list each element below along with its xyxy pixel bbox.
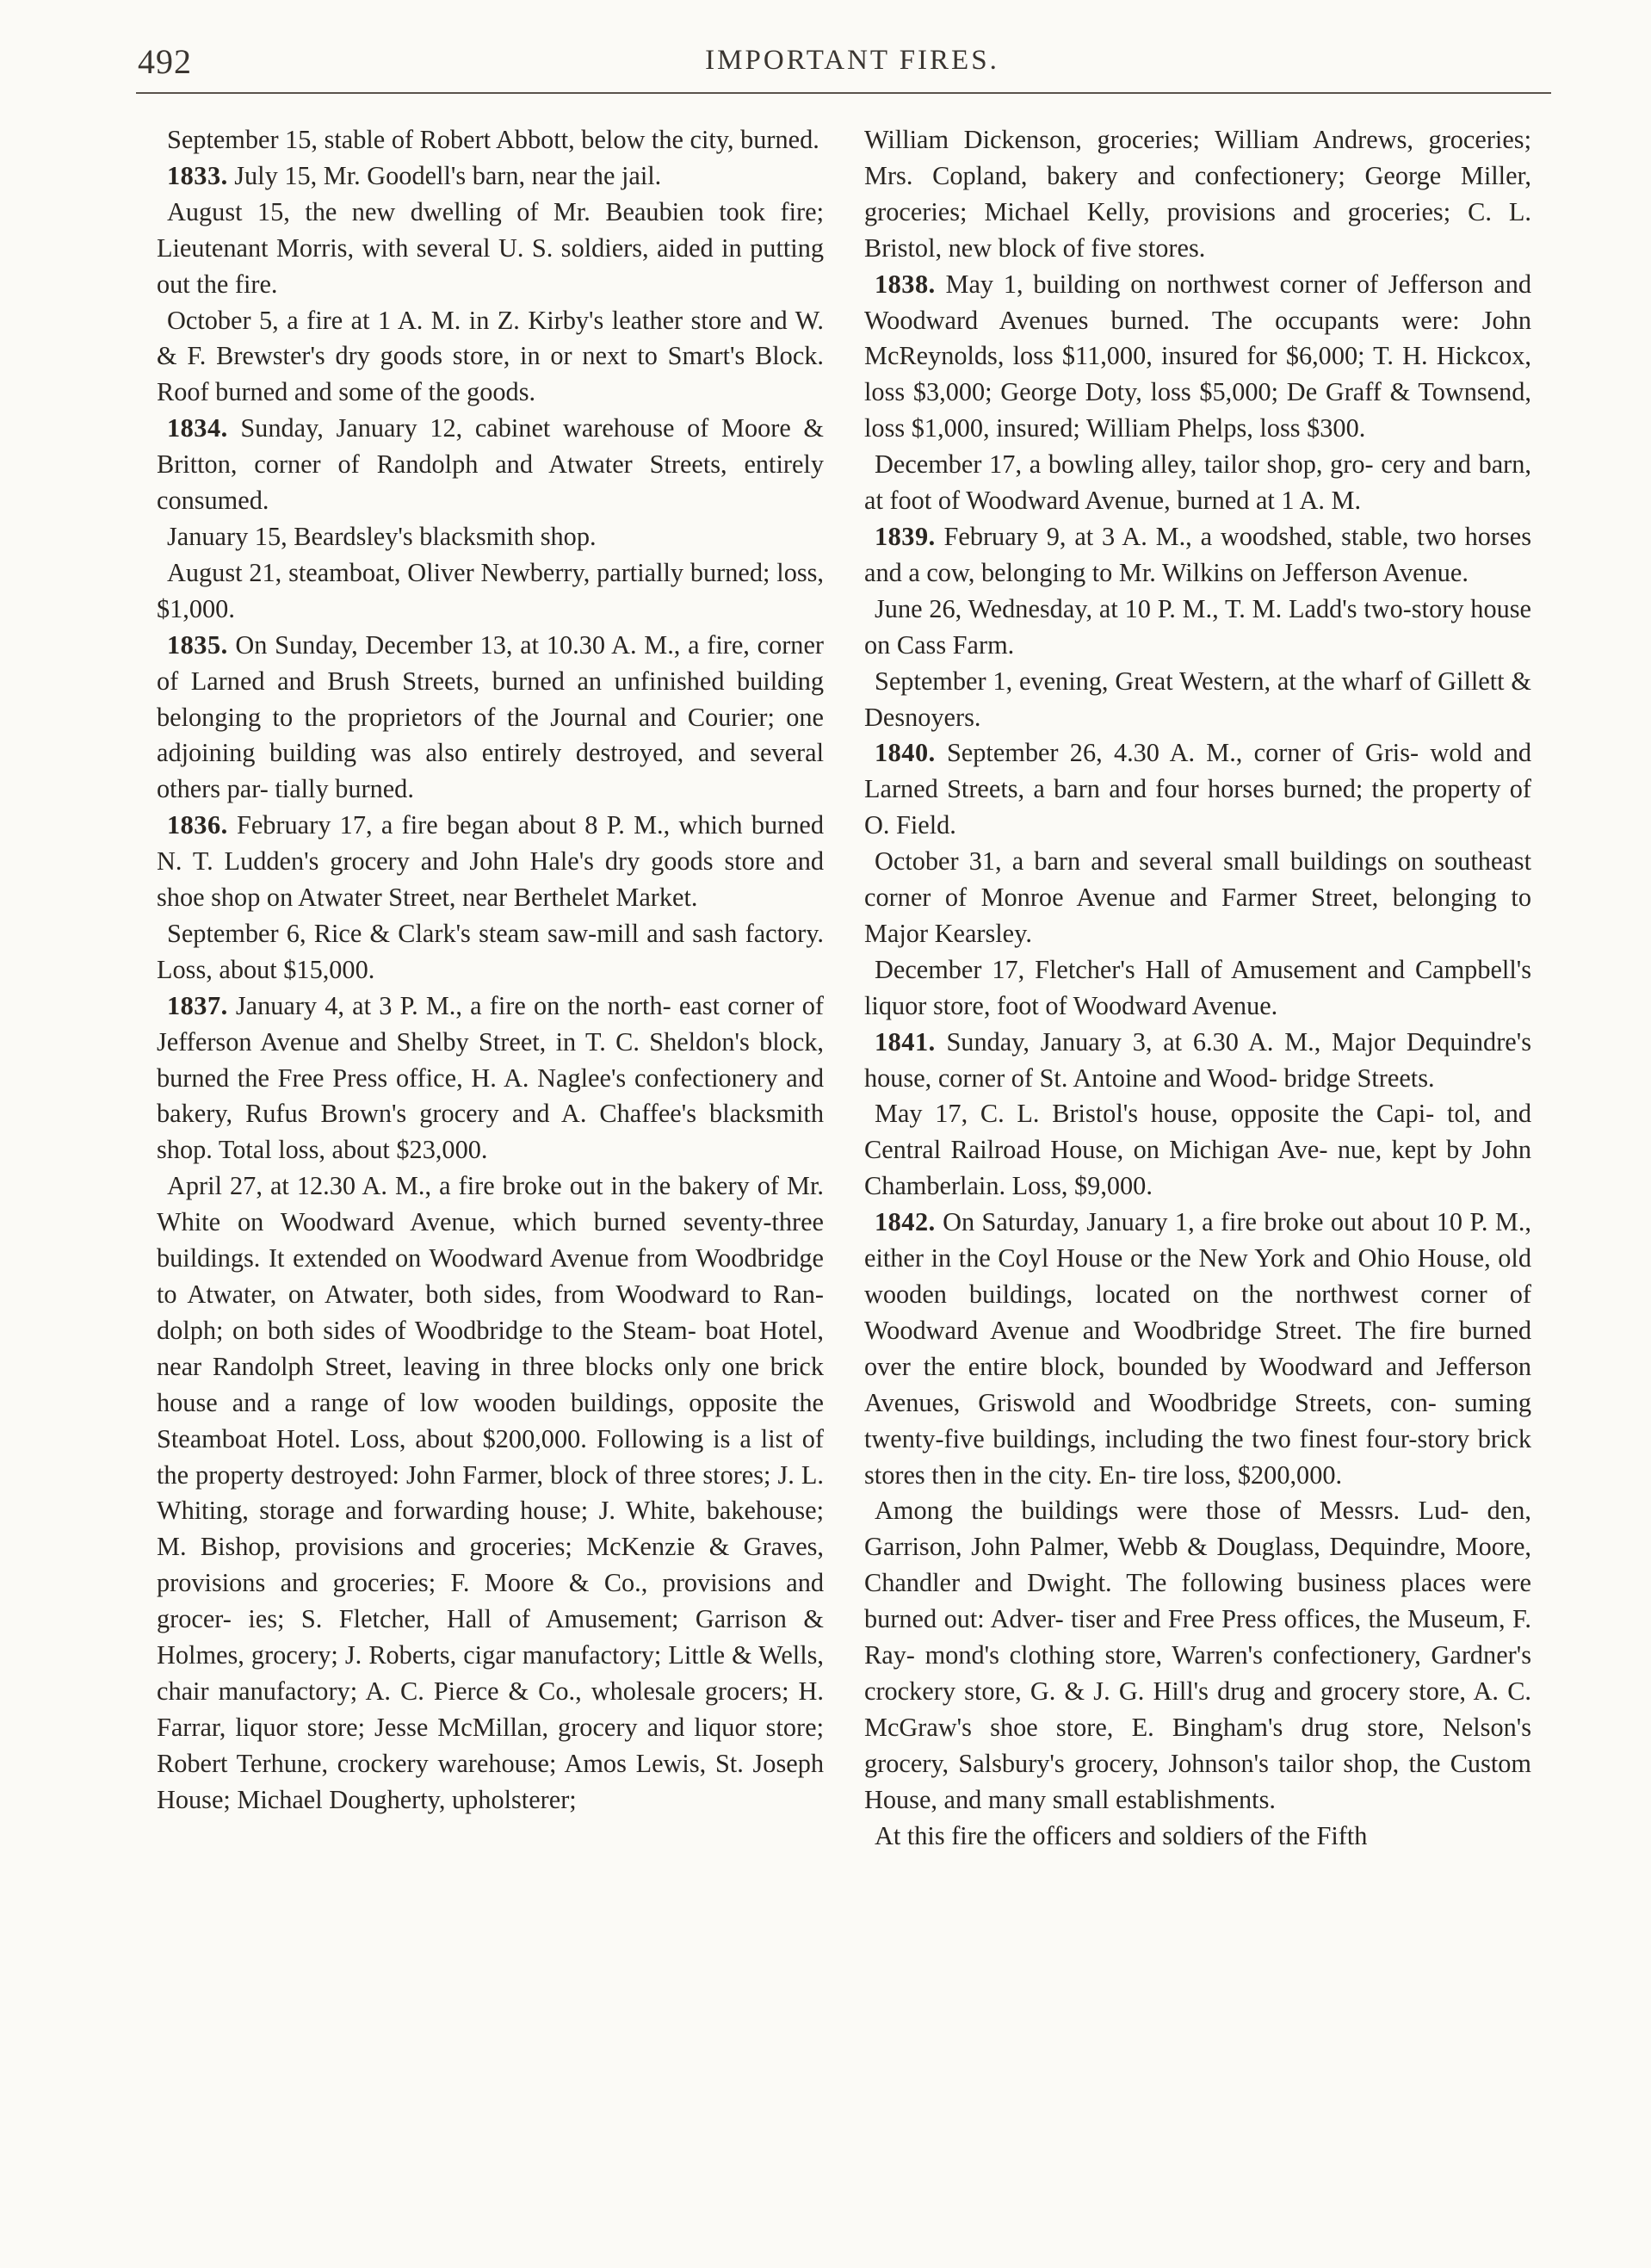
paragraph	[157, 1168, 824, 1818]
paragraph	[864, 735, 1531, 844]
year-heading: 1839.	[875, 521, 936, 551]
paragraph-text: May 17, C. L. Bristol's house, opposite the Capi- tol, and Central Railroad House, on Michigan Ave- nue, kept by John Chamberlain. Loss, $9,000.	[864, 1099, 1531, 1201]
paragraph-text: May 1, building on northwest corner of Jefferson and Woodward Avenues burned. The occupants were: John McReynolds, loss $11,000, insured for $6,000; T. H. Hickcox, loss $3,000; George Doty, loss $5,000; De Graff & Townsend, loss $1,000, insured; William Phelps, loss $300.	[864, 269, 1531, 443]
paragraph-text: September 26, 4.30 A. M., corner of Gris- wold and Larned Streets, a barn and four horses burned; the property of O. Field.	[864, 738, 1531, 840]
paragraph	[157, 303, 824, 412]
paragraph-text: William Dickenson, groceries; William Andrews, groceries; Mrs. Copland, bakery and confectionery; George Miller, groceries; Michael Kelly, provisions and groceries; C. L. Bristol, new block of five stores.	[864, 125, 1531, 263]
paragraph-text: June 26, Wednesday, at 10 P. M., T. M. Ladd's two-story house on Cass Farm.	[864, 593, 1531, 660]
running-head-title: IMPORTANT FIRES.	[705, 45, 999, 76]
paragraph	[157, 916, 824, 988]
paragraph	[864, 519, 1531, 592]
paragraph-text: On Sunday, December 13, at 10.30 A. M., a fire, corner of Larned and Brush Streets, burned an unfinished building belonging to the proprietors of the Journal and Courier; one adjoining building was also entirely destroyed, and several others par- tially burned.	[157, 629, 824, 804]
paragraph	[864, 1096, 1531, 1205]
paragraph-text: September 1, evening, Great Western, at the wharf of Gillett & Desnoyers.	[864, 666, 1531, 732]
paragraph-text: January 4, at 3 P. M., a fire on the north- east corner of Jefferson Avenue and Shelby Street, in T. C. Sheldon's block, burned the Free Press office, H. A. Naglee's confectionery and bakery, Rufus Brown's grocery and A. Chaffee's blacksmith shop. Total loss, about $23,000.	[157, 990, 824, 1165]
paragraph-text: Sunday, January 12, cabinet warehouse of Moore & Britton, corner of Randolph and Atwater Streets, entirely consumed.	[157, 413, 824, 516]
paragraph	[157, 628, 824, 809]
paragraph-text: October 31, a barn and several small buildings on southeast corner of Monroe Avenue and Farmer Street, belonging to Major Kearsley.	[864, 846, 1531, 948]
paragraph	[864, 1205, 1531, 1493]
left-column	[157, 122, 824, 1819]
paragraph	[157, 988, 824, 1169]
paragraph-text: October 5, a fire at 1 A. M. in Z. Kirby's leather store and W. & F. Brewster's dry goods store, in or next to Smart's Block. Roof burned and some of the goods.	[157, 305, 824, 407]
paragraph	[864, 1025, 1531, 1097]
paragraph	[864, 447, 1531, 519]
paragraph	[864, 844, 1531, 952]
page-header	[138, 41, 1567, 84]
paragraph	[864, 122, 1531, 267]
paragraph-text: January 15, Beardsley's blacksmith shop.	[167, 521, 597, 551]
page-number: 492	[138, 42, 192, 81]
paragraph	[157, 195, 824, 303]
paragraph	[157, 158, 824, 195]
year-heading: 1837.	[167, 990, 228, 1020]
paragraph-text: July 15, Mr. Goodell's barn, near the jail.	[227, 160, 662, 190]
paragraph	[157, 411, 824, 519]
paragraph-text: At this fire the officers and soldiers of the Fifth	[875, 1820, 1368, 1850]
header-rule	[136, 92, 1551, 94]
year-heading: 1835.	[167, 629, 228, 660]
paragraph-text: February 17, a fire began about 8 P. M., which burned N. T. Ludden's grocery and John Hale's dry goods store and shoe shop on Atwater Street, near Berthelet Market.	[157, 810, 824, 913]
paragraph-text: February 9, at 3 A. M., a woodshed, stable, two horses and a cow, belonging to Mr. Wilkins on Jefferson Avenue.	[864, 521, 1531, 587]
paragraph-text: Sunday, January 3, at 6.30 A. M., Major Dequindre's house, corner of St. Antoine and Wood- bridge Streets.	[864, 1026, 1531, 1093]
paragraph	[864, 1819, 1531, 1855]
paragraph	[157, 808, 824, 916]
paragraph-text: August 21, steamboat, Oliver Newberry, partially burned; loss, $1,000.	[157, 557, 824, 623]
paragraph-text: Among the buildings were those of Messrs. Lud- den, Garrison, John Palmer, Webb & Douglass, Dequindre, Moore, Chandler and Dwight. The following business places were burned out: Adver- tiser and Free Press offices, the Museum, F. Ray- mond's clothing store, Warren's confectionery, Gardner's crockery store, G. & J. G. Hill's drug and grocery store, A. C. McGraw's shoe store, E. Bingham's drug store, Nelson's grocery, Salsbury's grocery, Johnson's tailor shop, the Custom House, and many small establishments.	[864, 1496, 1531, 1814]
year-heading: 1838.	[875, 269, 936, 299]
paragraph	[864, 1493, 1531, 1818]
paragraph	[864, 952, 1531, 1025]
paragraph	[864, 664, 1531, 736]
year-heading: 1834.	[167, 413, 228, 443]
paragraph-text: August 15, the new dwelling of Mr. Beaubien took fire; Lieutenant Morris, with several U. S. soldiers, aided in putting out the fire.	[157, 196, 824, 299]
year-heading: 1841.	[875, 1026, 936, 1057]
year-heading: 1840.	[875, 738, 936, 768]
paragraph-text: September 15, stable of Robert Abbott, below the city, burned.	[167, 125, 819, 154]
paragraph	[864, 592, 1531, 664]
paragraph-text: December 17, Fletcher's Hall of Amusement and Campbell's liquor store, foot of Woodward Avenue.	[864, 954, 1531, 1020]
paragraph-text: April 27, at 12.30 A. M., a fire broke out in the bakery of Mr. White on Woodward Avenue, which burned seventy-three buildings. It extended on Woodward Avenue from Woodbridge to Atwater, on Atwater, both sides, from Woodward to Ran- dolph; on both sides of Woodbridge to the Steam- boat Hotel, near Randolph Street, leaving in three blocks only one brick house and a range of low wooden buildings, opposite the Steamboat Hotel. Loss, about $200,000. Following is a list of the property destroyed: John Farmer, block of three stores; J. L. Whiting, storage and forwarding house; J. White, bakehouse; M. Bishop, provisions and groceries; McKenzie & Graves, provisions and groceries; F. Moore & Co., provisions and grocer- ies; S. Fletcher, Hall of Amusement; Garrison & Holmes, grocery; J. Roberts, cigar manufactory; Little & Wells, chair manufactory; A. C. Pierce & Co., wholesale grocers; H. Farrar, liquor store; Jesse McMillan, grocery and liquor store; Robert Terhune, crockery warehouse; Amos Lewis, St. Joseph House; Michael Dougherty, upholsterer;	[157, 1171, 824, 1814]
paragraph	[157, 519, 824, 555]
paragraph	[157, 555, 824, 628]
paragraph-text: December 17, a bowling alley, tailor shop, gro- cery and barn, at foot of Woodward Avenue, burned at 1 A. M.	[864, 449, 1531, 516]
year-heading: 1833.	[167, 160, 228, 190]
right-column	[864, 122, 1531, 1855]
paragraph	[864, 267, 1531, 448]
paragraph	[157, 122, 824, 158]
paragraph-text: September 6, Rice & Clark's steam saw-mill and sash factory. Loss, about $15,000.	[157, 918, 824, 984]
paragraph-text: On Saturday, January 1, a fire broke out about 10 P. M., either in the Coyl House or the New York and Ohio House, old wooden buildings, located on the northwest corner of Woodward Avenue and Woodbridge Street. The fire burned over the entire block, bounded by Woodward and Jefferson Avenues, Griswold and Woodbridge Streets, con- suming twenty-five buildings, including the two finest four-story brick stores then in the city. En- tire loss, $200,000.	[864, 1207, 1531, 1490]
year-heading: 1842.	[875, 1207, 936, 1237]
year-heading: 1836.	[167, 810, 228, 840]
